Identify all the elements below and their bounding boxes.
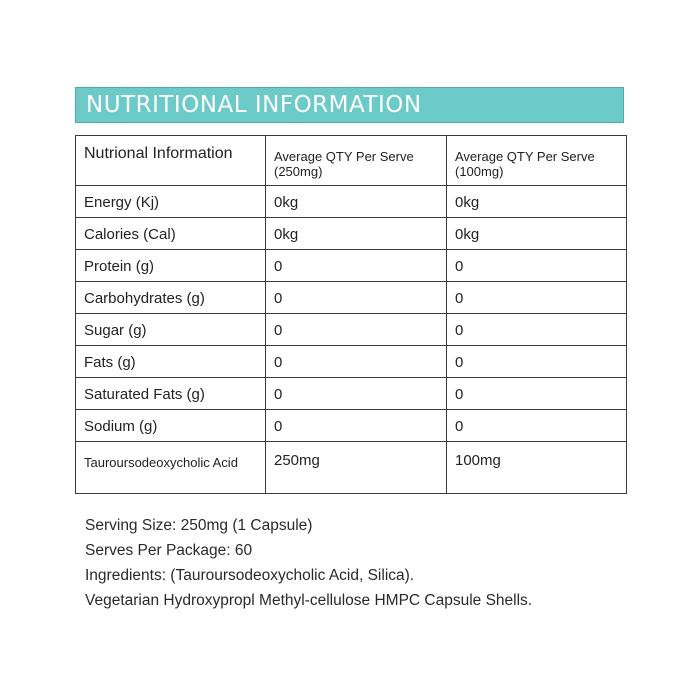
product-details [85,513,532,613]
nutrition-header-banner [75,87,624,123]
nutrient-name: Protein (g) [76,250,266,282]
nutrient-name: Sugar (g) [76,314,266,346]
nutrient-name: Tauroursodeoxycholic Acid [76,442,266,494]
nutrient-value-100: 100mg [447,442,627,494]
nutrient-value-250: 0 [266,346,447,378]
nutrient-value-250: 0 [266,410,447,442]
column-header: Nutrional Information [76,136,266,186]
ingredients: Ingredients: (Tauroursodeoxycholic Acid, Silica). [85,567,415,584]
serves-per-package: Serves Per Package: 60 [85,542,253,559]
nutrient-value-100: 0kg [447,218,627,250]
nutrient-value-250: 0 [266,250,447,282]
nutrient-value-250: 0 [266,282,447,314]
nutrient-value-250: 0kg [266,218,447,250]
nutrient-value-250: 0kg [266,186,447,218]
column-header: Average QTY Per Serve (100mg) [447,136,627,186]
table-row [76,442,627,494]
nutrient-value-100: 0 [447,378,627,410]
table-header-row [76,136,627,186]
nutrient-value-250: 250mg [266,442,447,494]
table-row [76,282,627,314]
nutrient-name: Energy (Kj) [76,186,266,218]
nutrient-name: Calories (Cal) [76,218,266,250]
capsule-shells: Vegetarian Hydroxypropl Methyl-cellulose HMPC Capsule Shells. [85,592,533,609]
nutrient-value-100: 0kg [447,186,627,218]
nutrient-value-100: 0 [447,314,627,346]
table-row [76,218,627,250]
table-row [76,314,627,346]
page-title: NUTRITIONAL INFORMATION [86,92,422,118]
table-row [76,378,627,410]
column-header: Average QTY Per Serve (250mg) [266,136,447,186]
nutrient-value-250: 0 [266,378,447,410]
table-row [76,186,627,218]
nutrient-name: Sodium (g) [76,410,266,442]
table-row [76,250,627,282]
nutrient-value-100: 0 [447,282,627,314]
table-row [76,410,627,442]
serving-size: Serving Size: 250mg (1 Capsule) [85,517,313,534]
nutrient-value-100: 0 [447,410,627,442]
table-row [76,346,627,378]
nutrient-value-100: 0 [447,346,627,378]
nutrition-table [75,135,627,494]
nutrient-value-250: 0 [266,314,447,346]
nutrient-name: Fats (g) [76,346,266,378]
nutrient-value-100: 0 [447,250,627,282]
nutrient-name: Saturated Fats (g) [76,378,266,410]
nutrient-name: Carbohydrates (g) [76,282,266,314]
